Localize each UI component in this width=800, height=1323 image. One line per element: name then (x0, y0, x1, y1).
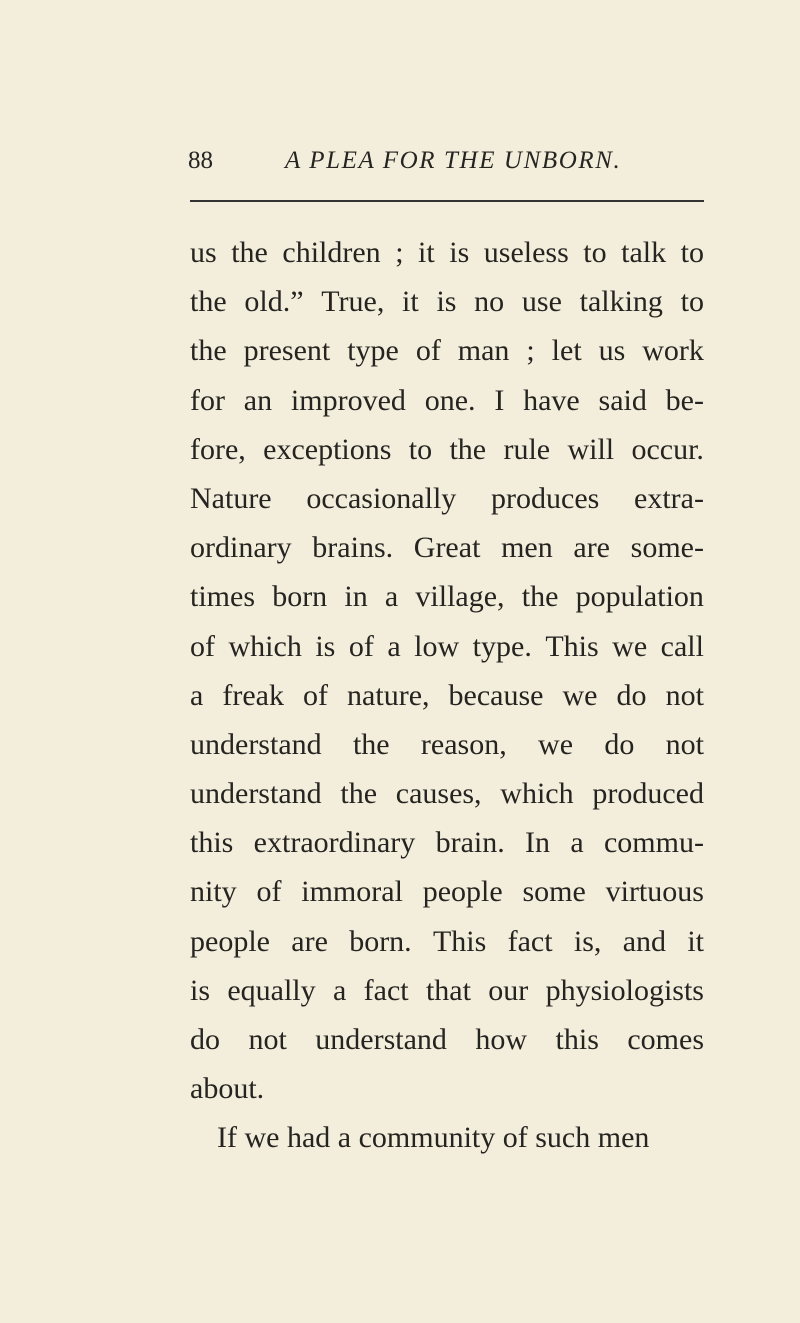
text-line: understand the causes, which produced (190, 777, 704, 811)
text-line: about. (190, 1072, 265, 1106)
page-number: 88 (188, 147, 213, 174)
text-line: understand the reason, we do not (190, 727, 704, 761)
text-line: the old.” True, it is no use talking to (190, 285, 704, 319)
text-line: people are born. This fact is, and it (190, 924, 704, 958)
text-line: this extraordinary brain. In a commu- (190, 826, 704, 860)
body-text (190, 233, 750, 1168)
text-line: of which is of a low type. This we call (190, 629, 704, 663)
text-line: the present type of man ; let us work (190, 334, 704, 368)
text-line: Nature occasionally produces extra- (190, 481, 704, 515)
header-rule (190, 200, 704, 202)
text-line: is equally a fact that our physiologists (190, 973, 704, 1007)
text-line: ordinary brains. Great men are some- (190, 531, 704, 565)
text-line: If we had a community of such men (217, 1121, 650, 1155)
running-head: A PLEA FOR THE UNBORN. (285, 147, 622, 174)
text-line: times born in a village, the population (190, 580, 704, 614)
text-line: a freak of nature, because we do not (190, 678, 704, 712)
text-line: nity of immoral people some virtuous (190, 875, 704, 909)
text-line: fore, exceptions to the rule will occur. (190, 432, 704, 466)
text-line: us the children ; it is useless to talk to (190, 236, 704, 269)
text-line: for an improved one. I have said be- (190, 383, 704, 417)
text-line: do not understand how this comes (190, 1023, 704, 1056)
